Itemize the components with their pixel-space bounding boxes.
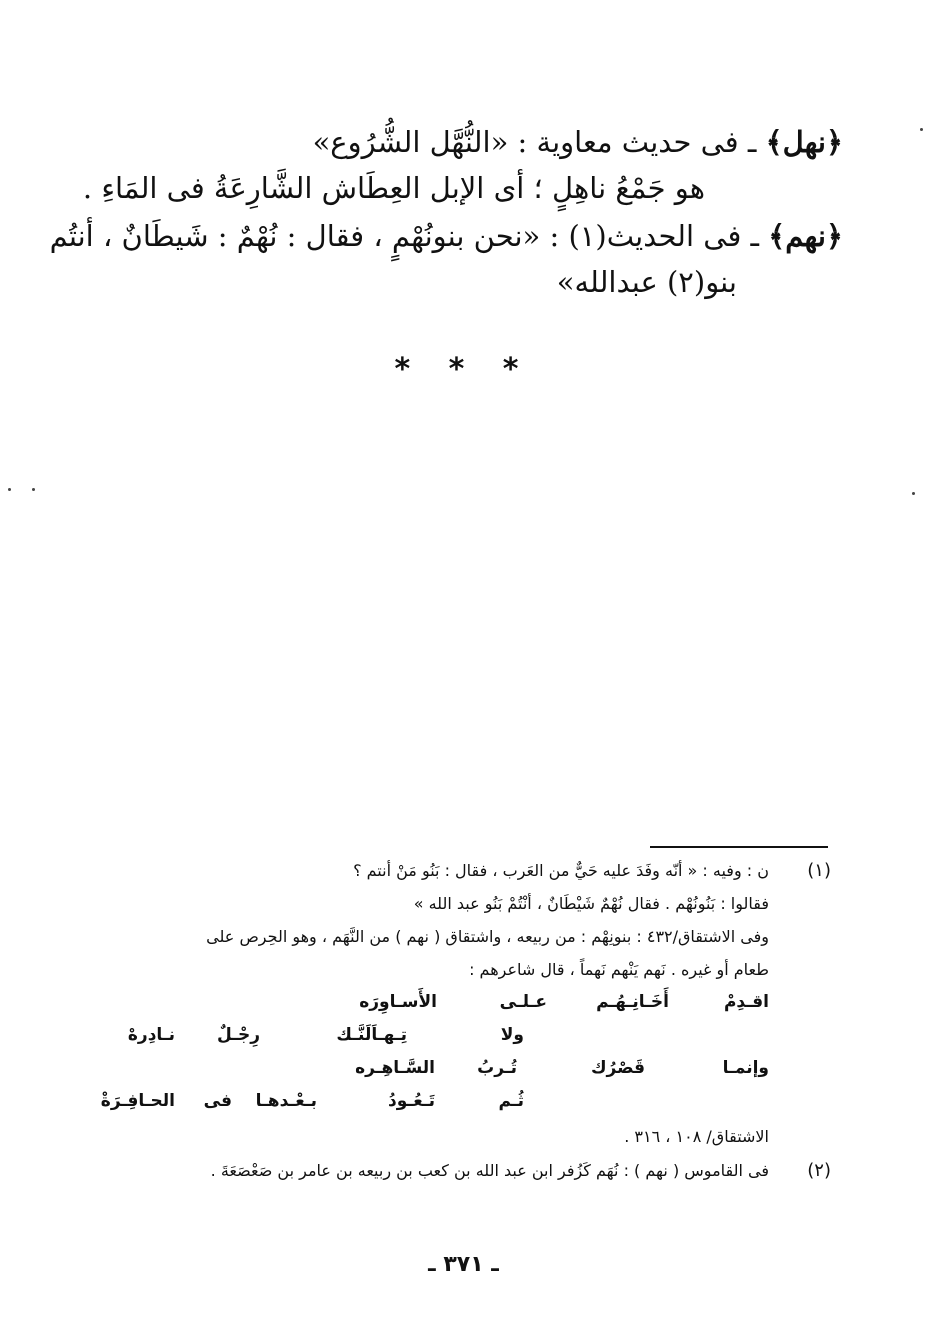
poem-word: عـلـى <box>499 992 547 1012</box>
footnote-1-line3: وفى الاشتقاق/٤٣٢ : بنونِهْم : من ربيعه ، واشتقاق ( نهم ) من النَّهَم ، وهو الحِرص على <box>206 927 769 946</box>
poem-word: نـادِرهْ <box>127 1025 175 1045</box>
footnote-1-citation: الاشتقاق/ ١٠٨ ، ٣١٦ . <box>624 1127 769 1146</box>
scan-speck <box>32 488 35 491</box>
entry-nahal-line1 <box>313 122 843 162</box>
footnote-1-line2: فقالوا : بَنُونُهْم . فقال نُهْمٌ شَيْطَانٌ ، أنْتُمْ بَنُو عبد الله » <box>413 894 769 913</box>
section-separator: * * * <box>394 352 533 387</box>
poem-word: فى <box>203 1091 232 1111</box>
footnote-1-line1: ن : وفيه : « أنّه وفَدَ عليه حَيٌّ من العَرب ، فقال : بَنُو مَنْ أنتم ؟ <box>353 861 769 880</box>
footnote-1-line4: طعام أو غيره . نَهم يَنْهم نَهماً ، قال شاعرهم : <box>469 960 769 979</box>
poem-word: الحـافِـرَةْ <box>100 1091 175 1111</box>
scan-speck <box>912 492 915 495</box>
entry-naham-line2: بنو(٢) عبدالله» <box>556 265 737 299</box>
scan-speck <box>8 488 11 491</box>
entry-naham-line1 <box>50 216 843 256</box>
footnote-divider <box>650 846 828 848</box>
headword-naham: ﴿نهم﴾ <box>768 219 843 253</box>
poem-word: بـعْـدهـا <box>255 1091 317 1111</box>
poem-word: الأَسـاوِرَه <box>359 992 437 1012</box>
poem-word: وإنمـا <box>722 1058 769 1078</box>
poem-word: قَصْرُك <box>590 1058 645 1078</box>
poem-word: تُـربُ <box>477 1058 517 1078</box>
page-number: ـ ٣٧١ ـ <box>428 1252 499 1277</box>
poem-word: السَّـاهِـره <box>355 1058 435 1078</box>
scan-speck <box>920 128 923 131</box>
poem-word: ثُـم <box>498 1091 524 1111</box>
poem-word: رِجْـلٌ <box>216 1025 260 1045</box>
footnote-2-text: فى القاموس ( نهم ) : نُهَم كَزُفر ابن عبد الله بن كعب بن ربيعه بن عامر بن صَعْصَعَةَ . <box>210 1161 769 1180</box>
headword-nahal: ﴿نهل﴾ <box>765 125 843 159</box>
poem-word: تَـعُـودُ <box>388 1091 435 1111</box>
entry-nahal-line2: هو جَمْعُ ناهِلٍ ؛ أى الإبل العِطَاش الشَّارِعَةُ فى المَاءِ . <box>82 171 705 205</box>
footnote-2-number: (٢) <box>807 1160 831 1181</box>
poem-word: أَخَـانِـهُـم <box>596 992 669 1012</box>
poem-word: اقـدِمْ <box>723 992 769 1012</box>
entry-nahal-text: ـ فى حديث معاوية : «النُّهَّل الشُّرُوع» <box>312 125 757 159</box>
entry-naham-text: ـ فى الحديث(١) : «نحن بنونُهْمٍ ، فقال : نُهْمٌ : شَيطَانٌ ، أنتُم <box>49 219 760 253</box>
poem-word: تِـهـاَلَنَّـك <box>336 1025 407 1045</box>
poem-word: ولا <box>500 1025 524 1045</box>
footnote-1-number: (١) <box>807 860 831 881</box>
